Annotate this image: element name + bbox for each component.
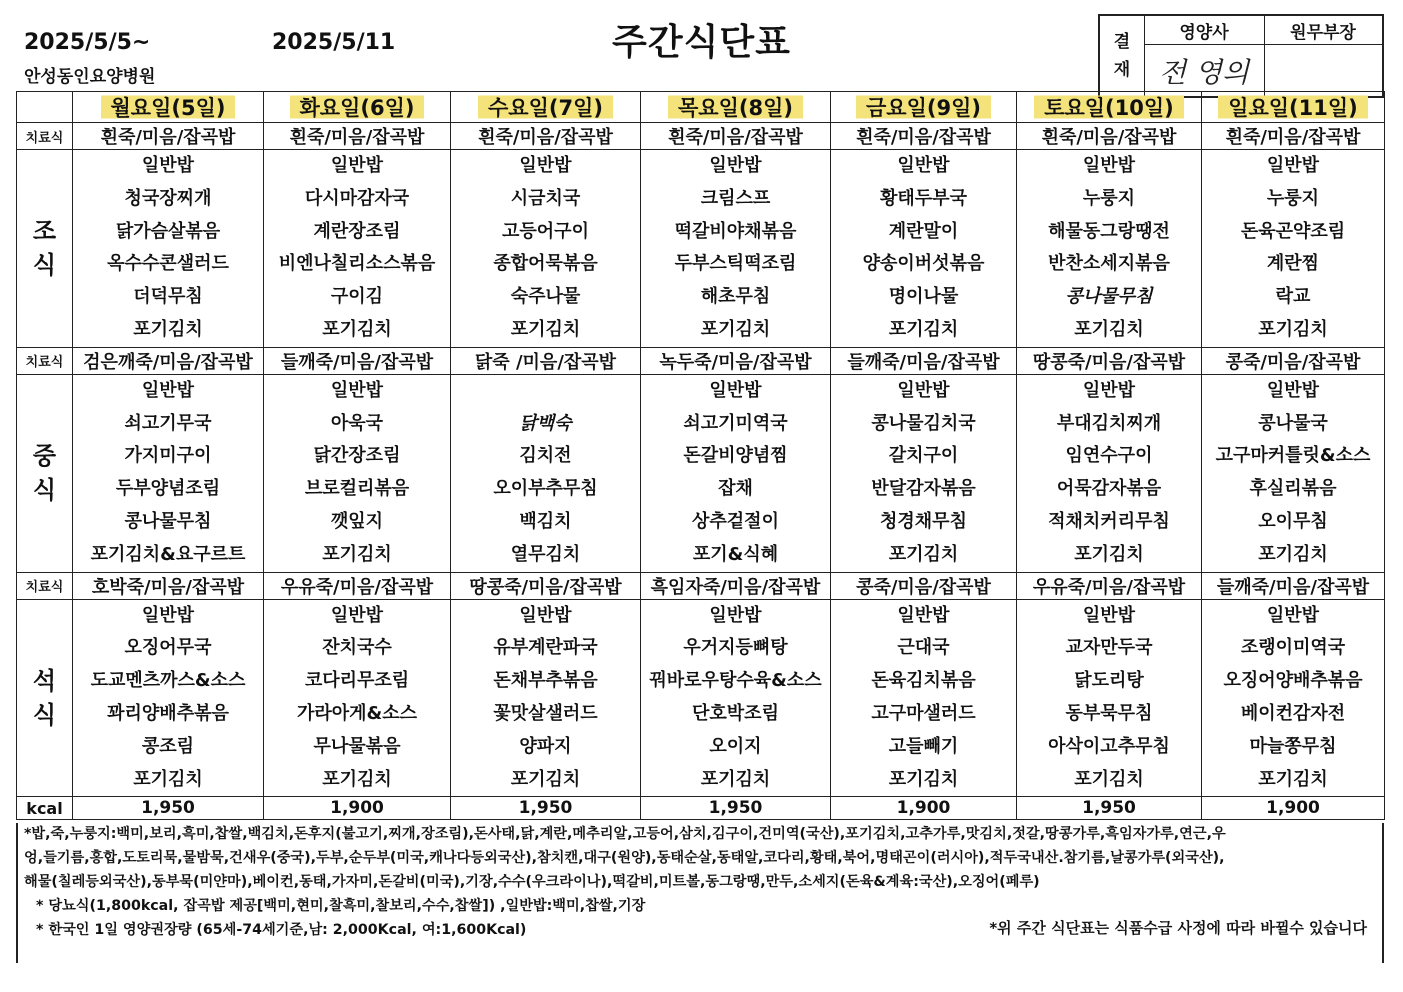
dish-item: 양송이버섯볶음 xyxy=(862,253,985,275)
dish-cell xyxy=(73,374,264,572)
dish-item: 포기김치 xyxy=(888,768,959,790)
dish-item: 갈치구이 xyxy=(888,445,959,467)
hospital-name: 안성동인요양병원 xyxy=(24,67,156,87)
dish-item: 일반밥 xyxy=(709,155,762,176)
dish-item: 백김치 xyxy=(519,510,572,532)
approval-label-2: 재 xyxy=(1113,60,1131,80)
dish-item: 일반밥 xyxy=(709,604,762,626)
kcal-value: 1,950 xyxy=(451,797,641,820)
dish-item: 일반밥 xyxy=(141,379,195,401)
page-title: 주간식단표 xyxy=(612,22,791,63)
porridge-cell: 흰죽/미음/잡곡밥 xyxy=(264,123,451,150)
approval-col-dietitian xyxy=(1144,16,1265,96)
dish-item: 포기김치 xyxy=(133,768,203,790)
dish-item: 일반밥 xyxy=(330,155,384,176)
diabetic-note: * 당뇨식(1,800kcal, 잡곡밥 제공[백미,현미,찰흑미,찰보리,수수,찹쌀]) ,일반밥:백미,찹쌀,기장 xyxy=(36,898,646,914)
dish-item: 계란말이 xyxy=(888,220,959,242)
dish-item: 오징어양배추볶음 xyxy=(1223,670,1363,692)
dish-item: 적채치커리무침 xyxy=(1048,510,1170,532)
dish-item: 근대국 xyxy=(897,637,950,659)
notice-text: *위 주간 식단표는 식품수급 사정에 따라 바뀔수 있습니다 xyxy=(989,919,1367,937)
dish-item: 잡채 xyxy=(718,478,753,500)
dish-item: 포기김치&요구르트 xyxy=(90,543,246,565)
dish-item: 일반밥 xyxy=(1266,604,1320,626)
dish-item: 일반밥 xyxy=(1082,604,1136,626)
dishes-row xyxy=(17,150,1385,348)
dish-item: 콩나물무침 xyxy=(1065,286,1153,308)
dish-cell xyxy=(641,374,831,572)
dish-item: 반달감자볶음 xyxy=(871,478,976,500)
dish-item: 반찬소세지볶음 xyxy=(1048,253,1170,275)
dish-item: 일반밥 xyxy=(519,155,572,176)
dish-item: 구이김 xyxy=(330,286,384,308)
dish-item: 일반밥 xyxy=(1266,379,1320,401)
dish-item: 부대김치찌개 xyxy=(1056,412,1162,434)
meal-label-char: 식 xyxy=(32,700,57,729)
dish-item: 고들빼기 xyxy=(888,735,959,757)
dish-item: 잔치국수 xyxy=(322,637,392,659)
porridge-cell: 흰죽/미음/잡곡밥 xyxy=(1017,123,1202,150)
dish-item: 포기김치 xyxy=(700,768,771,790)
dish-item: 포기김치 xyxy=(888,543,959,565)
dish-cell xyxy=(264,599,451,797)
dish-item: 꿔바로우탕수육&소스 xyxy=(649,670,822,692)
porridge-row xyxy=(17,572,1385,599)
dish-item: 닭백숙 xyxy=(519,412,572,434)
kcal-value: 1,900 xyxy=(831,797,1017,820)
dish-item: 포기김치 xyxy=(322,768,392,790)
dish-item: 포기김치 xyxy=(133,318,203,340)
dish-item: 황태두부국 xyxy=(880,187,967,209)
day-header: 토요일(10일) xyxy=(1017,92,1202,123)
porridge-cell: 콩죽/미음/잡곡밥 xyxy=(831,572,1017,599)
corner-cell xyxy=(17,92,73,123)
dish-item: 콩나물무침 xyxy=(124,510,212,532)
dish-cell xyxy=(264,150,451,348)
dish-item: 일반밥 xyxy=(141,155,195,176)
nutrition-note: * 한국인 1일 영양권장량 (65세-74세기준,남: 2,000Kcal, 여:1,600Kcal) xyxy=(36,922,527,938)
dish-item: 마늘쫑무침 xyxy=(1249,735,1337,757)
dish-item: 더덕무침 xyxy=(133,286,203,308)
dish-item: 가지미구이 xyxy=(124,445,212,467)
day-header: 금요일(9일) xyxy=(831,92,1017,123)
dish-item: 포기김치 xyxy=(510,768,581,790)
dish-item: 임연수구이 xyxy=(1065,445,1153,467)
dish-item: 고등어구이 xyxy=(502,220,589,242)
dish-item: 해초무침 xyxy=(700,286,771,308)
dish-item: 다시마감자국 xyxy=(304,187,410,209)
dish-item: 일반밥 xyxy=(1082,155,1136,176)
dish-item: 계란장조림 xyxy=(313,220,401,242)
dish-item: 명이나물 xyxy=(888,286,959,308)
porridge-cell: 흰죽/미음/잡곡밥 xyxy=(831,123,1017,150)
dish-item: 일반밥 xyxy=(897,604,950,626)
dish-item: 어묵감자볶음 xyxy=(1056,478,1162,500)
origin-line-3: 해물(칠레등외국산),동부묵(미얀마),베이컨,동태,가자미,돈갈비(미국),기장,수수(우크라이나),떡갈비,미트볼,동그랑땡,만두,소세지(돈육&계육:국산),오징어(페루) xyxy=(24,874,1040,890)
dish-cell xyxy=(1202,150,1385,348)
dish-item: 열무김치 xyxy=(510,543,581,565)
dish-item: 포기김치 xyxy=(510,318,581,340)
dish-item: 포기김치 xyxy=(322,543,392,565)
dish-item: 브로컬리볶음 xyxy=(304,478,410,500)
porridge-cell: 땅콩죽/미음/잡곡밥 xyxy=(1017,347,1202,374)
dish-item: 두부스틱떡조림 xyxy=(674,253,797,275)
dish-item: 일반밥 xyxy=(1082,379,1136,401)
day-header: 목요일(8일) xyxy=(641,92,831,123)
dish-item: 누룽지 xyxy=(1266,187,1320,209)
kcal-row xyxy=(17,797,1385,820)
dish-item: 교자만두국 xyxy=(1065,637,1153,659)
porridge-cell: 들깨죽/미음/잡곡밥 xyxy=(1202,572,1385,599)
dish-item: 일반밥 xyxy=(897,379,950,401)
dish-cell xyxy=(1017,374,1202,572)
dish-cell xyxy=(451,374,641,572)
dish-item: 락교 xyxy=(1275,286,1311,308)
dish-item: 해물동그랑땡전 xyxy=(1048,220,1170,242)
dish-cell xyxy=(451,150,641,348)
porridge-cell: 들깨죽/미음/잡곡밥 xyxy=(264,347,451,374)
dish-item: 단호박조림 xyxy=(692,702,779,724)
dish-item: 누룽지 xyxy=(1082,187,1136,209)
dish-item: 상추겉절이 xyxy=(692,510,779,532)
dish-item: 무나물볶음 xyxy=(313,735,401,757)
meal-label-char: 석 xyxy=(32,666,57,695)
kcal-value: 1,950 xyxy=(641,797,831,820)
dish-item: 조랭이미역국 xyxy=(1240,637,1346,659)
dish-item: 떡갈비야채볶음 xyxy=(674,220,797,242)
porridge-cell: 흰죽/미음/잡곡밥 xyxy=(73,123,264,150)
porridge-cell: 땅콩죽/미음/잡곡밥 xyxy=(451,572,641,599)
kcal-value: 1,900 xyxy=(264,797,451,820)
dish-item: 포기김치 xyxy=(1074,543,1144,565)
dish-item: 옥수수콘샐러드 xyxy=(107,253,229,275)
dish-item: 돈갈비양념찜 xyxy=(683,445,788,467)
dish-cell xyxy=(264,374,451,572)
day-header: 월요일(5일) xyxy=(73,92,264,123)
dish-item: 일반밥 xyxy=(1266,155,1320,176)
footer-frame-left xyxy=(16,823,18,963)
kcal-value: 1,950 xyxy=(73,797,264,820)
dish-item: 돈육곤약조림 xyxy=(1240,220,1346,242)
day-header-row xyxy=(17,92,1385,123)
dish-cell xyxy=(831,374,1017,572)
porridge-row xyxy=(17,123,1385,150)
dish-item: 후실리볶음 xyxy=(1249,478,1337,500)
dish-item: 종합어묵볶음 xyxy=(493,253,598,275)
therapy-diet-label: 치료식 xyxy=(17,123,73,150)
dish-cell xyxy=(641,150,831,348)
dish-item: 청국장찌개 xyxy=(124,187,212,209)
date-end: 2025/5/11 xyxy=(272,30,396,55)
dish-cell xyxy=(641,599,831,797)
dish-item: 포기김치 xyxy=(1074,768,1144,790)
therapy-diet-label: 치료식 xyxy=(17,572,73,599)
meal-label-char: 조 xyxy=(32,217,57,246)
dish-item: 양파지 xyxy=(519,735,572,757)
dish-item: 쇠고기미역국 xyxy=(683,412,788,434)
dish-item: 꽃맛살샐러드 xyxy=(493,702,598,724)
origin-line-2: 엉,들기름,홍합,도토리묵,물밤묵,건새우(중국),두부,순두부(미국,캐나다등외국산),참치캔,대구(원양),동태순살,동태알,코다리,황태,북어,명태곤이(러시아),적두국내산.참기름,날콩가루(외국산), xyxy=(24,850,1225,866)
approval-box xyxy=(1098,14,1384,98)
dish-cell xyxy=(1017,150,1202,348)
day-header: 일요일(11일) xyxy=(1202,92,1385,123)
dish-item: 콩조림 xyxy=(141,735,195,757)
dish-item: 고구마샐러드 xyxy=(871,702,976,724)
dish-item: 포기김치 xyxy=(1258,768,1328,790)
dish-item: 돈육김치볶음 xyxy=(871,670,976,692)
dishes-row xyxy=(17,599,1385,797)
dish-item: 일반밥 xyxy=(519,604,572,626)
day-header: 화요일(6일) xyxy=(264,92,451,123)
dish-item: 오이부추무침 xyxy=(493,478,598,500)
porridge-cell: 닭죽 /미음/잡곡밥 xyxy=(451,347,641,374)
meal-label xyxy=(17,150,73,348)
dish-item: 포기&식혜 xyxy=(692,543,779,565)
dish-item: 일반밥 xyxy=(330,379,384,401)
meal-label xyxy=(17,374,73,572)
dish-item: 두부양념조림 xyxy=(115,478,221,500)
dish-item: 고구마커틀릿&소스 xyxy=(1215,445,1371,467)
approval-col-manager xyxy=(1264,16,1382,96)
day-header: 수요일(7일) xyxy=(451,92,641,123)
porridge-cell: 흰죽/미음/잡곡밥 xyxy=(451,123,641,150)
approval-label-1: 결 xyxy=(1113,32,1131,52)
porridge-cell: 흰죽/미음/잡곡밥 xyxy=(641,123,831,150)
approval-label xyxy=(1100,16,1145,96)
porridge-cell: 검은깨죽/미음/잡곡밥 xyxy=(73,347,264,374)
dish-item: 청경채무침 xyxy=(880,510,967,532)
therapy-diet-label: 치료식 xyxy=(17,347,73,374)
approval-signature: 전 영의 xyxy=(1158,56,1250,89)
dish-item: 오이무침 xyxy=(1258,510,1328,532)
dish-item: 오이지 xyxy=(709,735,762,757)
kcal-value: 1,900 xyxy=(1202,797,1385,820)
porridge-cell: 우유죽/미음/잡곡밥 xyxy=(1017,572,1202,599)
dish-item: 숙주나물 xyxy=(510,286,581,308)
dish-item: 포기김치 xyxy=(1074,318,1144,340)
dish-item: 일반밥 xyxy=(330,604,384,626)
dish-item: 돈채부추볶음 xyxy=(493,670,598,692)
dish-item: 포기김치 xyxy=(700,318,771,340)
dish-item: 비엔나칠리소스볶음 xyxy=(278,253,436,275)
meal-label-char: 식 xyxy=(32,476,57,505)
kcal-value: 1,950 xyxy=(1017,797,1202,820)
dish-item: 아욱국 xyxy=(330,412,384,434)
dish-item: 포기김치 xyxy=(322,318,392,340)
meal-label xyxy=(17,599,73,797)
kcal-label: kcal xyxy=(17,797,73,820)
dish-item: 닭가슴살볶음 xyxy=(115,220,221,242)
dish-item: 오징어무국 xyxy=(124,637,212,659)
dish-cell xyxy=(1202,599,1385,797)
dish-item: 깻잎지 xyxy=(330,510,384,532)
dish-cell xyxy=(73,599,264,797)
dish-cell xyxy=(1017,599,1202,797)
dish-cell xyxy=(451,599,641,797)
dish-item: 콩나물국 xyxy=(1258,412,1328,434)
approval-dietitian-header: 영양사 xyxy=(1144,16,1264,45)
porridge-cell: 콩죽/미음/잡곡밥 xyxy=(1202,347,1385,374)
dish-item: 유부계란파국 xyxy=(493,637,598,659)
dish-item: 가라아게&소스 xyxy=(296,702,418,724)
dish-item: 포기김치 xyxy=(1258,318,1328,340)
dish-item: 김치전 xyxy=(519,445,572,467)
dish-item: 닭도리탕 xyxy=(1074,670,1144,692)
dish-item: 포기김치 xyxy=(1258,543,1328,565)
dishes-row xyxy=(17,374,1385,572)
dish-item xyxy=(451,375,640,408)
dish-item: 닭간장조림 xyxy=(313,445,401,467)
dish-cell xyxy=(73,150,264,348)
porridge-cell: 호박죽/미음/잡곡밥 xyxy=(73,572,264,599)
porridge-cell: 흰죽/미음/잡곡밥 xyxy=(1202,123,1385,150)
dish-item: 시금치국 xyxy=(510,187,581,209)
porridge-row xyxy=(17,347,1385,374)
porridge-cell: 녹두죽/미음/잡곡밥 xyxy=(641,347,831,374)
dish-item: 일반밥 xyxy=(897,155,950,176)
origin-line-1: *밥,죽,누룽지:백미,보리,흑미,찹쌀,백김치,돈후지(불고기,찌개,장조림),돈사태,닭,계란,메추리알,고등어,삼치,김구이,건미역(국산),포기김치,고추가루,맛김치,젓갈,땅콩가루,흑임자가루,연근,우 xyxy=(24,826,1226,842)
dish-item: 계란찜 xyxy=(1266,253,1320,275)
dish-cell xyxy=(1202,374,1385,572)
dish-item: 쇠고기무국 xyxy=(124,412,212,434)
approval-manager-header: 원무부장 xyxy=(1264,16,1382,45)
dish-item: 우거지등뼈탕 xyxy=(683,637,788,659)
dish-item: 아삭이고추무침 xyxy=(1048,735,1170,757)
meal-label-char: 중 xyxy=(32,442,57,471)
dish-item: 일반밥 xyxy=(709,379,762,401)
dish-item: 꽈리양배추볶음 xyxy=(107,702,229,724)
date-start: 2025/5/5~ xyxy=(24,30,151,55)
dish-cell xyxy=(831,599,1017,797)
porridge-cell: 흑임자죽/미음/잡곡밥 xyxy=(641,572,831,599)
dish-item: 일반밥 xyxy=(141,604,195,626)
weekly-menu-table xyxy=(16,91,1385,820)
dish-item: 도교멘츠까스&소스 xyxy=(90,670,246,692)
dish-item: 코다리무조림 xyxy=(304,670,410,692)
meal-label-char: 식 xyxy=(32,251,57,280)
dish-item: 콩나물김치국 xyxy=(871,412,976,434)
dish-cell xyxy=(831,150,1017,348)
porridge-cell: 들깨죽/미음/잡곡밥 xyxy=(831,347,1017,374)
dish-item: 포기김치 xyxy=(888,318,959,340)
porridge-cell: 우유죽/미음/잡곡밥 xyxy=(264,572,451,599)
dish-item: 동부묵무침 xyxy=(1065,702,1153,724)
dish-item: 크림스프 xyxy=(700,187,771,209)
dish-item: 베이컨감자전 xyxy=(1240,702,1346,724)
